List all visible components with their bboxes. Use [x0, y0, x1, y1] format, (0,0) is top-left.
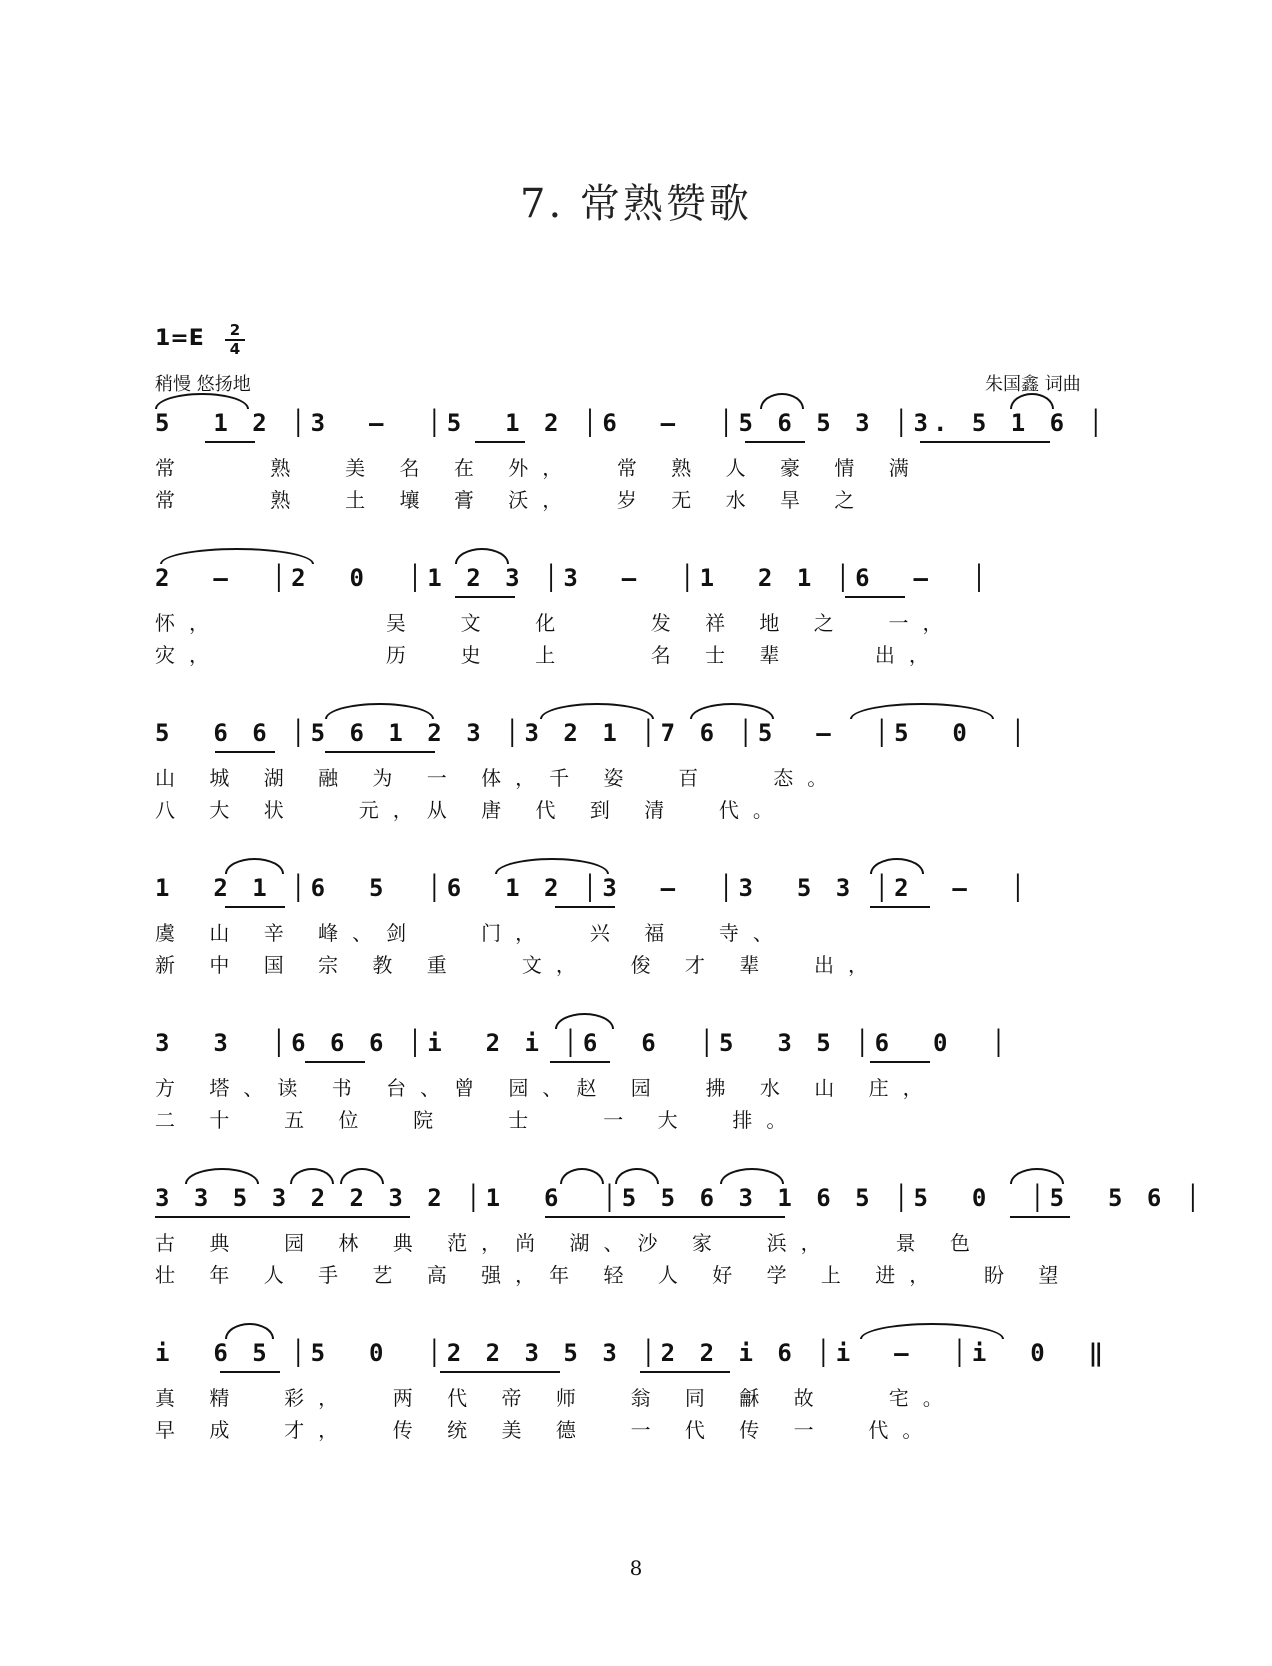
- lyric-verse-1: 古 典 园 林 典 范，尚 湖、沙 家 浜， 景 色: [155, 1231, 985, 1255]
- lyric-verse-2: 壮 年 人 手 艺 高 强，年 轻 人 好 学 上 进， 盼 望: [155, 1263, 1073, 1287]
- page-number: 8: [629, 1556, 643, 1580]
- song-title: 7. 常熟赞歌: [520, 181, 752, 227]
- slur: [760, 393, 804, 409]
- underline-beam: [545, 1216, 785, 1218]
- slur: [340, 1168, 384, 1184]
- lyric-verse-2: 常 熟 土 壤 膏 沃， 岁 无 水 旱 之: [155, 488, 869, 512]
- underline-beam: [1010, 1216, 1070, 1218]
- lyric-verse-1: 常 熟 美 名 在 外， 常 熟 人 豪 情 满: [155, 456, 923, 480]
- underline-beam: [440, 1371, 560, 1373]
- score-system-5: [0, 1025, 1272, 1165]
- slur: [615, 1168, 659, 1184]
- score-system-6: [0, 1180, 1272, 1320]
- underline-beam: [640, 1371, 730, 1373]
- slur: [290, 1168, 334, 1184]
- lyric-verse-2: 二 十 五 位 院 士 一 大 排。: [155, 1108, 801, 1132]
- underline-beam: [920, 441, 1050, 443]
- notation-line: 5 1 2 │3 – │5 1 2 │6 – │5 6 5 3 │3. 5 1 6 │: [155, 409, 1109, 437]
- lyric-verse-2: 早 成 才， 传 统 美 德 一 代 传 一 代。: [155, 1418, 937, 1442]
- slur: [495, 858, 609, 874]
- notation-line: 5 6 6 │5 6 1 2 3 │3 2 1 │7 6 │5 – │5 0 │: [155, 719, 1031, 747]
- slur: [325, 703, 434, 719]
- lyric-verse-1: 真 精 彩， 两 代 帝 师 翁 同 龢 故 宅。: [155, 1386, 957, 1410]
- score-system-4: [0, 870, 1272, 1010]
- underline-beam: [870, 906, 930, 908]
- slur: [690, 703, 774, 719]
- score-system-1: [0, 405, 1272, 545]
- key-signature: 1=E: [155, 326, 204, 351]
- slur: [455, 548, 509, 564]
- slur: [850, 703, 994, 719]
- underline-beam: [455, 596, 515, 598]
- time-numerator: 2: [225, 322, 245, 341]
- notation-line: i 6 5 │5 0 │2 2 3 5 3 │2 2 i 6 │i – │i 0 ‖: [155, 1339, 1109, 1367]
- slur: [1010, 1168, 1064, 1184]
- tempo-marking: 稍慢 悠扬地: [155, 374, 251, 395]
- score-system-7: [0, 1335, 1272, 1475]
- underline-beam: [325, 751, 435, 753]
- underline-beam: [155, 1216, 410, 1218]
- slur: [870, 858, 924, 874]
- lyric-verse-2: 八 大 状 元，从 唐 代 到 清 代。: [155, 798, 787, 822]
- underline-beam: [205, 441, 255, 443]
- underline-beam: [550, 1061, 610, 1063]
- lyric-verse-2: 灾， 历 史 上 名 士 辈 出，: [155, 643, 943, 667]
- lyric-verse-1: 怀， 吴 文 化 发 祥 地 之 一，: [155, 611, 957, 635]
- composer-credit: 朱国鑫 词曲: [985, 374, 1081, 395]
- notation-line: 2 – │2 0 │1 2 3 │3 – │1 2 1 │6 – │: [155, 564, 992, 592]
- lyric-verse-1: 山 城 湖 融 为 一 体，千 姿 百 态。: [155, 766, 842, 790]
- slur: [225, 858, 284, 874]
- underline-beam: [745, 441, 805, 443]
- lyric-verse-2: 新 中 国 宗 教 重 文， 俊 才 辈 出，: [155, 953, 883, 977]
- notation-line: 3 3 5 3 2 2 3 2 │1 6 │5 5 6 3 1 6 5 │5 0 │5 5 6 │: [155, 1184, 1206, 1212]
- underline-beam: [845, 596, 905, 598]
- score-system-2: [0, 560, 1272, 700]
- underline-beam: [220, 1371, 280, 1373]
- underline-beam: [305, 1061, 365, 1063]
- notation-line: 3 3 │6 6 6 │i 2 i │6 6 │5 3 5 │6 0 │: [155, 1029, 1011, 1057]
- slur: [160, 548, 314, 564]
- underline-beam: [215, 751, 275, 753]
- slur: [555, 1013, 614, 1029]
- underline-beam: [475, 441, 525, 443]
- underline-beam: [555, 906, 615, 908]
- time-signature: [225, 322, 245, 358]
- slur: [540, 703, 654, 719]
- score-system-3: [0, 715, 1272, 855]
- lyric-verse-1: 方 塔、读 书 台、曾 园、赵 园 拂 水 山 庄，: [155, 1076, 937, 1100]
- slur: [225, 1323, 274, 1339]
- slur: [560, 1168, 604, 1184]
- underline-beam: [870, 1061, 930, 1063]
- notation-line: 1 2 1 │6 5 │6 1 2 │3 – │3 5 3 │2 – │: [155, 874, 1031, 902]
- time-denominator: 4: [229, 340, 241, 358]
- slur: [185, 1168, 259, 1184]
- underline-beam: [225, 906, 285, 908]
- slur: [720, 1168, 784, 1184]
- lyric-verse-1: 虞 山 辛 峰、剑 门， 兴 福 寺、: [155, 921, 787, 945]
- slur: [860, 1323, 1004, 1339]
